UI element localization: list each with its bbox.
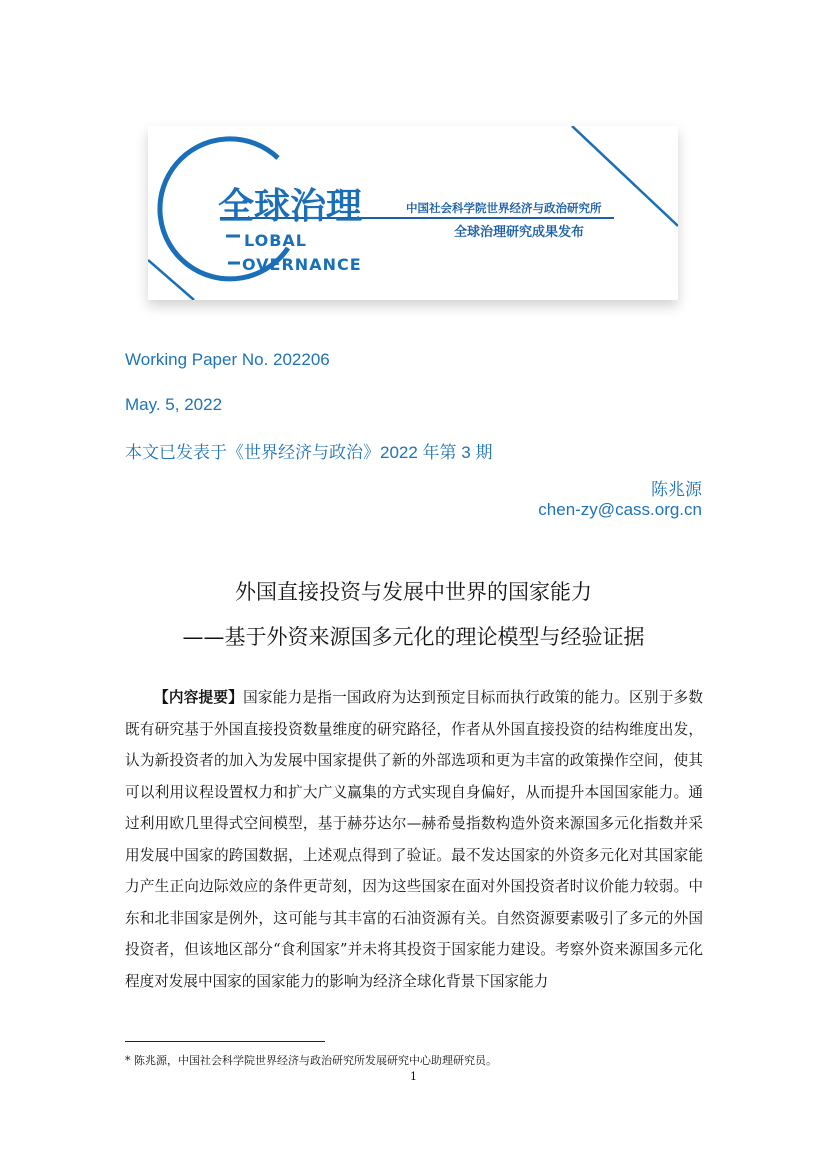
global-governance-banner [148, 126, 678, 300]
author-email: chen-zy@cass.org.cn [538, 500, 702, 519]
publication-note: 本文已发表于《世界经济与政治》2022 年第 3 期 [125, 443, 493, 462]
page-number: 1 [410, 1070, 417, 1083]
logo-en-line2: OVERNANCE [242, 255, 362, 274]
logo-cn-text: 全球治理 [218, 186, 363, 227]
footnote: * 陈兆源，中国社会科学院世界经济与政治研究所发展研究中心助理研究员。 [125, 1054, 497, 1067]
paper-date: May. 5, 2022 [125, 395, 223, 414]
working-paper-number: Working Paper No. 202206 [125, 350, 330, 369]
paper-subtitle: ——基于外资来源国多元化的理论模型与经验证据 [182, 625, 645, 649]
abstract-text: 国家能力是指一国政府为达到预定目标而执行政策的能力。区别于多数既有研究基于外国直接投资数量维度的研究路径，作者从外国直接投资的结构维度出发，认为新投资者的加入为发展中国家提供了新的外部选项和更为丰富的政策操作空间，使其可以利用议程设置权力和扩大广义赢集的方式实现自身偏好，从而提升本国国家能力。通过利用欧几里得式空间模型，基于赫芬达尔—赫希曼指数构造外资来源国多元化指数并采用发展中国家的跨国数据，上述观点得到了验证。最不发达国家的外资多元化对其国家能力产生正向边际效应的条件更苛刻，因为这些国家在面对外国投资者时议价能力较弱。中东和北非国家是例外，这可能与其丰富的石油资源有关。自然资源要素吸引了多元的外国投资者，但该地区部分“食利国家”并未将其投资于国家能力建设。考察外资来源国多元化程度对发展中国家的国家能力的影响为经济全球化背景下国家能力 [125, 689, 703, 990]
banner-logo-graphic [148, 126, 678, 300]
footnote-divider [125, 1041, 325, 1042]
paper-title: 外国直接投资与发展中世界的国家能力 [235, 580, 592, 604]
logo-en-line1: LOBAL [244, 231, 307, 250]
author-name: 陈兆源 [651, 480, 702, 499]
abstract-paragraph [125, 682, 703, 997]
institute-name: 中国社会科学院世界经济与政治研究所 [406, 201, 602, 215]
banner-subtitle: 全球治理研究成果发布 [454, 225, 585, 240]
abstract-label: 【内容提要】 [154, 689, 244, 706]
